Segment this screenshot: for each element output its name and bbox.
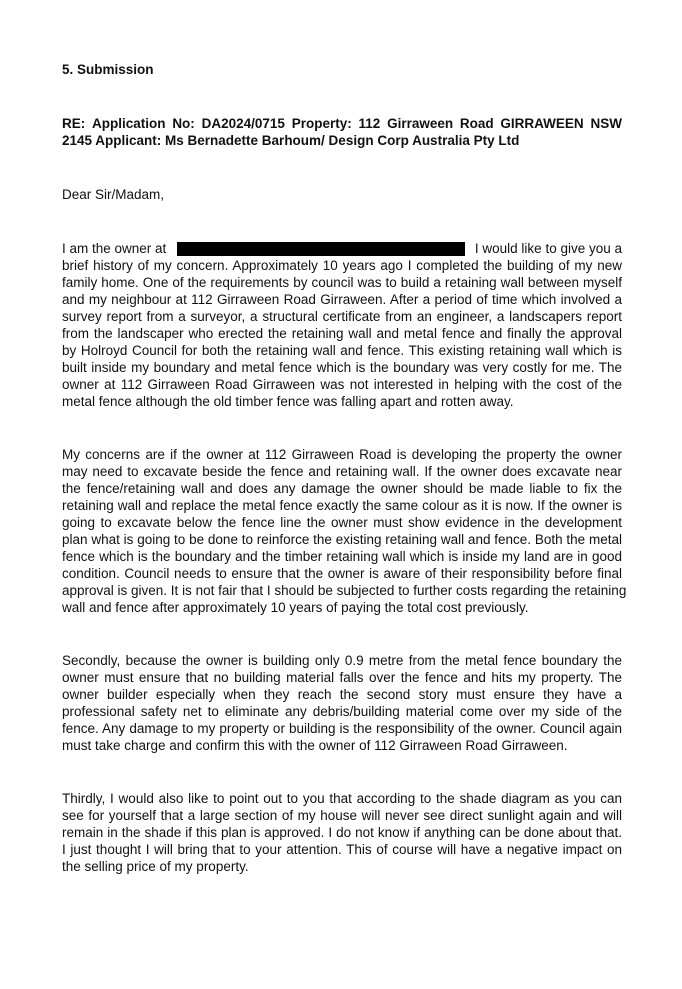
paragraph-line: owner must ensure that no building material falls over the fence and hits my property. The bbox=[62, 670, 622, 685]
paragraph-line: wall and fence after approximately 10 years of paying the total cost previously. bbox=[62, 600, 529, 615]
re-line-word: GIRRAWEEN bbox=[500, 116, 584, 131]
paragraph-line: going to excavate below the fence line the owner must show evidence in the development bbox=[62, 515, 622, 530]
re-line-word: Girraween bbox=[387, 116, 454, 131]
paragraph-line: Secondly, because the owner is building only 0.9 metre from the metal fence boundary the bbox=[62, 653, 622, 668]
paragraph-line: fence which is the boundary and the timber retaining wall which is inside my land are in good bbox=[62, 549, 622, 564]
paragraph-line: professional safety net to eliminate any debris/building material come over my side of the bbox=[62, 704, 622, 719]
paragraph-line: see for yourself that a large section of my house will never see direct sunlight again and will bbox=[62, 808, 622, 823]
paragraph-line: the fence/retaining wall and does any damage the owner should be made liable to fix the bbox=[62, 481, 622, 496]
paragraph-1 bbox=[62, 240, 622, 410]
re-line-word: Application bbox=[92, 116, 166, 131]
paragraph-line: family home. One of the requirements by council was to build a retaining wall between myself bbox=[62, 275, 622, 290]
owner-intro-text: I am the owner at bbox=[62, 241, 167, 256]
re-line-word: Property: bbox=[291, 116, 352, 131]
paragraph-line: and my neighbour at 112 Girraween Road Girraween. After a period of time which involved a bbox=[62, 292, 622, 307]
paragraph-2 bbox=[62, 446, 627, 616]
paragraph-3 bbox=[62, 652, 622, 754]
paragraph-line: remain in the shade if this plan is approved. I do not know if anything can be done about that. bbox=[62, 825, 622, 840]
salutation: Dear Sir/Madam, bbox=[62, 187, 165, 202]
section-heading: 5. Submission bbox=[62, 62, 154, 77]
paragraph-line: I just thought I will bring that to your attention. This of course will have a negative impact on bbox=[62, 842, 622, 857]
paragraph-line: brief history of my concern. Approximately 10 years ago I completed the building of my new bbox=[62, 258, 622, 273]
re-line-word: NSW bbox=[590, 116, 622, 131]
paragraph-line: may need to excavate beside the fence and retaining wall. If the owner does excavate near bbox=[62, 464, 622, 479]
paragraph-line: by Holroyd Council for both the retaining wall and fence. This existing retaining wall which is bbox=[62, 343, 622, 358]
redacted-address bbox=[177, 242, 465, 256]
paragraph-line: Thirdly, I would also like to point out to you that according to the shade diagram as you can bbox=[62, 791, 622, 806]
paragraph-line bbox=[62, 240, 622, 257]
paragraph-line: condition. Council needs to ensure that the owner is aware of their responsibility before final bbox=[62, 566, 622, 581]
re-line-2: 2145 Applicant: Ms Bernadette Barhoum/ Design Corp Australia Pty Ltd bbox=[62, 133, 520, 148]
paragraph-line: owner builder especially when they reach the second story must ensure they have a bbox=[62, 687, 622, 702]
paragraph-line: from the landscaper who erected the retaining wall and metal fence and finally the approval bbox=[62, 326, 622, 341]
re-line-word: No: bbox=[172, 116, 195, 131]
paragraph-line: retaining wall and replace the metal fence exactly the same colour as it is now. If the owner is bbox=[62, 498, 622, 513]
paragraph-line: My concerns are if the owner at 112 Girraween Road is developing the property the owner bbox=[62, 447, 622, 462]
paragraph-line: owner at 112 Girraween Road Girraween was not interested in helping with the cost of the bbox=[62, 377, 622, 392]
owner-intro-continuation: I would like to give you a bbox=[474, 241, 622, 256]
re-line-word: Road bbox=[459, 116, 494, 131]
paragraph-line: metal fence although the old timber fence was falling apart and rotten away. bbox=[62, 394, 514, 409]
paragraph-line: the selling price of my property. bbox=[62, 859, 249, 874]
paragraph-line: survey report from a surveyor, a structural certificate from an engineer, a landscapers report bbox=[62, 309, 622, 324]
re-line-word: DA2024/0715 bbox=[201, 116, 285, 131]
paragraph-line: built inside my boundary and metal fence which is the boundary was very costly for me. The bbox=[62, 360, 622, 375]
re-line-word: 112 bbox=[358, 116, 381, 131]
paragraph-line: fence. Any damage to my property or building is the responsibility of the owner. Council again bbox=[62, 721, 622, 736]
re-line-1 bbox=[62, 115, 622, 132]
re-line-word: RE: bbox=[62, 116, 86, 131]
paragraph-line: plan what is going to be done to reinforce the existing retaining wall and fence. Both the metal bbox=[62, 532, 622, 547]
paragraph-line: must take charge and confirm this with the owner of 112 Girraween Road Girraween. bbox=[62, 738, 568, 753]
paragraph-line: approval is given. It is not fair that I should be subjected to further costs regarding the retaining bbox=[62, 583, 627, 598]
paragraph-4 bbox=[62, 790, 622, 875]
